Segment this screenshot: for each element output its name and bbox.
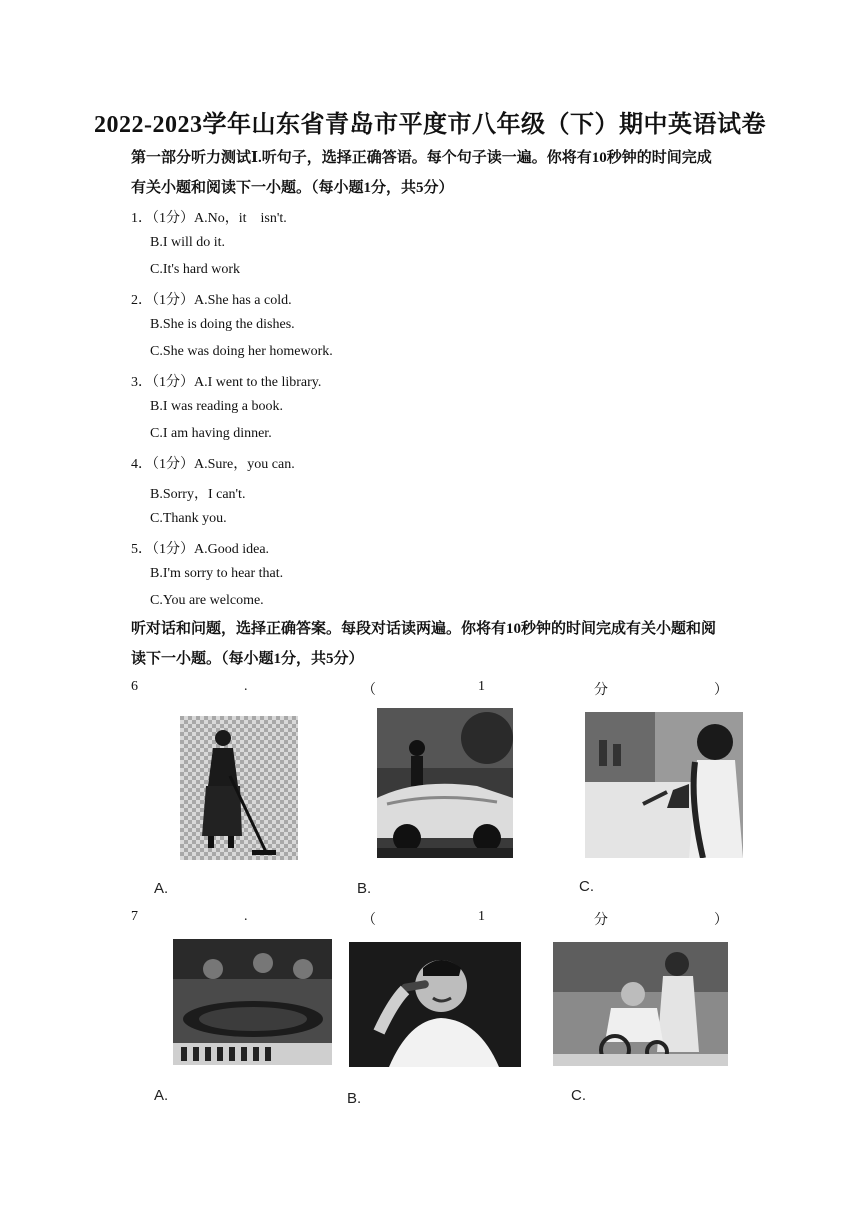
question-6-unit: 分 — [594, 683, 608, 698]
question-3-option-c: C.I am having dinner. — [150, 426, 272, 441]
question-1 — [131, 207, 287, 227]
question-5-option-b: B.I'm sorry to hear that. — [150, 566, 284, 581]
question-2-prefix: 2．（1分） — [131, 293, 194, 308]
question-7-label-a: A. — [154, 1087, 169, 1104]
question-7-lparen: （ — [362, 913, 376, 928]
part1-instructions-line2: 有关小题和阅读下一小题。（每小题1分，共5分） — [131, 180, 454, 196]
question-4-prefix: 4．（1分） — [131, 457, 194, 472]
question-2-option-b: B.She is doing the dishes. — [150, 317, 295, 332]
question-3-prefix: 3．（1分） — [131, 375, 194, 390]
question-7-photo-a-cooking-food — [173, 939, 332, 1065]
question-7-unit: 分 — [594, 913, 608, 928]
question-3-option-b: B.I was reading a book. — [150, 399, 283, 414]
question-2-option-c: C.She was doing her homework. — [150, 344, 333, 359]
question-6-photo-a-woman-mopping — [180, 716, 298, 860]
question-6-label-a: A. — [154, 880, 169, 897]
question-1-option-a: A.No，it isn't. — [194, 211, 287, 226]
question-5-option-c: C.You are welcome. — [150, 593, 264, 608]
part1-instructions — [131, 143, 731, 203]
question-7-rparen: ） — [714, 913, 728, 928]
question-4 — [131, 453, 295, 473]
question-3 — [131, 371, 321, 391]
question-7-photo-b-man-singing — [349, 942, 521, 1067]
question-2-option-a: A.She has a cold. — [194, 293, 292, 308]
question-6-number: 6 — [131, 679, 138, 694]
question-6-lparen: （ — [362, 683, 376, 698]
part1-instructions-line1: 第一部分听力测试Ⅰ.听句子，选择正确答语。每个句子读一遍。你将有10秒钟的时间完成 — [131, 150, 712, 166]
question-6-photo-c-woman-watering — [585, 712, 743, 858]
question-7-label-b: B. — [347, 1090, 362, 1107]
question-1-option-b: B.I will do it. — [150, 235, 226, 250]
question-6-photo-b-washing-car — [377, 708, 513, 858]
exam-title: 2022-2023学年山东省青岛市平度市八年级（下）期中英语试卷 — [94, 112, 766, 138]
question-6-label-b: B. — [357, 880, 372, 897]
question-1-prefix: 1．（1分） — [131, 211, 194, 226]
question-7-label-c: C. — [571, 1087, 586, 1104]
question-1-option-c: C.It's hard work — [150, 262, 241, 277]
question-7-dot: . — [244, 909, 248, 924]
question-7-photo-c-helping-elderly — [553, 942, 728, 1066]
question-4-option-b: B.Sorry，I can't. — [150, 487, 246, 502]
question-5 — [131, 538, 269, 558]
question-5-option-a: A.Good idea. — [194, 542, 270, 557]
question-7-number: 7 — [131, 909, 138, 924]
question-4-option-c: C.Thank you. — [150, 511, 227, 526]
question-6-label-c: C. — [579, 878, 594, 895]
question-6-rparen: ） — [714, 683, 728, 698]
part2-instructions — [131, 614, 731, 674]
question-5-prefix: 5．（1分） — [131, 542, 194, 557]
question-3-option-a: A.I went to the library. — [194, 375, 322, 390]
question-6-score: 1 — [478, 679, 485, 694]
part2-instructions-line2: 读下一小题。（每小题1分，共5分） — [131, 651, 364, 667]
question-2 — [131, 289, 292, 309]
question-6-dot: . — [244, 679, 248, 694]
part2-instructions-line1: 听对话和问题，选择正确答案。每段对话读两遍。你将有10秒钟的时间完成有关小题和阅 — [131, 621, 717, 637]
question-7-score: 1 — [478, 909, 485, 924]
question-4-option-a: A.Sure，you can. — [194, 457, 295, 472]
